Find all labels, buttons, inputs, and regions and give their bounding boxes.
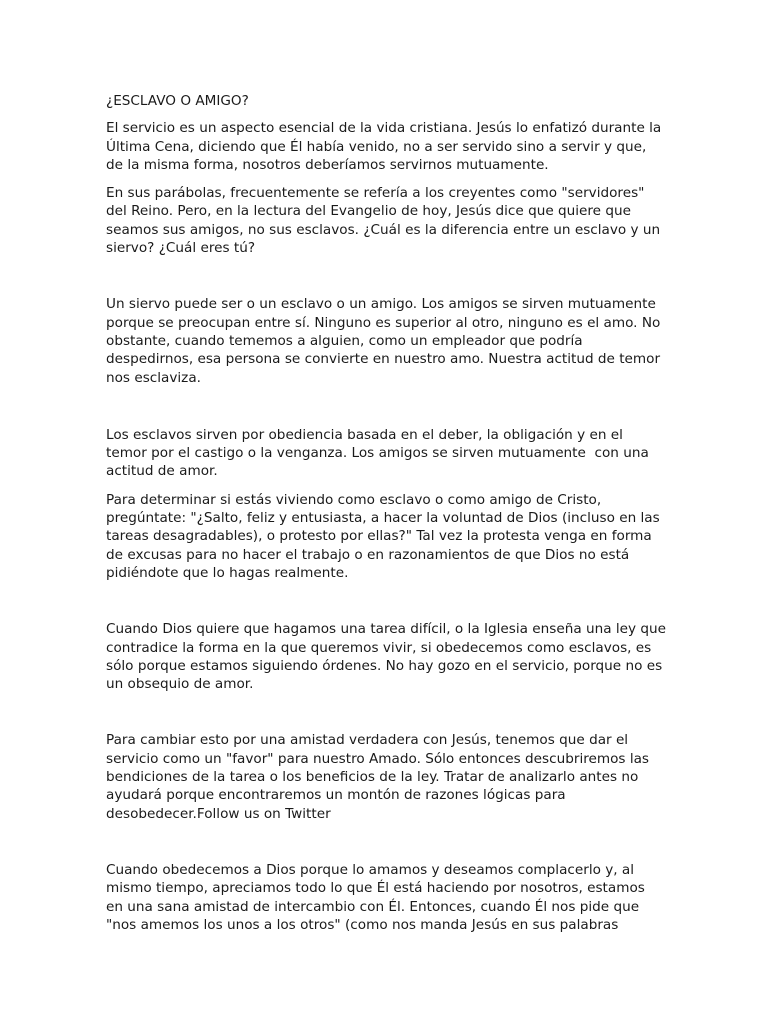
paragraph-8: Cuando obedecemos a Dios porque lo amamos y deseamos complacerlo y, al mismo tiempo, apreciamos todo lo que Él está haciendo por nosotros, estamos en una sana amistad de intercambio con Él. Entonces, cuando Él nos pide que "nos amemos los unos a los otros" (como nos manda Jesús en sus palabras	[106, 861, 650, 933]
paragraph-4: Los esclavos sirven por obediencia basada en el deber, la obligación y en el temor por el castigo o la venganza. Los amigos se sirven mutuamente con una actitud de amor.	[106, 426, 654, 480]
document-title: ¿ESCLAVO O AMIGO?	[106, 93, 249, 109]
paragraph-2: En sus parábolas, frecuentemente se refería a los creyentes como "servidores" del Reino. Pero, en la lectura del Evangelio de hoy, Jesús dice que quiere que seamos sus amigos, no sus esclavos. ¿Cuál es la diferencia entre un esclavo y un siervo? ¿Cuál eres tú?	[106, 185, 665, 257]
paragraph-6: Cuando Dios quiere que hagamos una tarea difícil, o la Iglesia enseña una ley que contradice la forma en la que queremos vivir, si obedecemos como esclavos, es sólo porque estamos siguiendo órdenes. No hay gozo en el servicio, porque no es un obsequio de amor.	[106, 621, 671, 693]
paragraph-7: Para cambiar esto por una amistad verdadera con Jesús, tenemos que dar el servicio como un "favor" para nuestro Amado. Sólo entonces descubriremos las bendiciones de la tarea o los beneficios de la ley. Tratar de analizarlo antes no ayudará porque encontraremos un montón de razones lógicas para desobedecer.Follow us on Twitter	[106, 732, 654, 822]
paragraph-5: Para determinar si estás viviendo como esclavo o como amigo de Cristo, pregúntate: "¿Salto, feliz y entusiasta, a hacer la voluntad de Dios (incluso en las tareas desagradables), o protesto por ellas?" Tal vez la protesta venga en forma de excusas para no hacer el trabajo o en razonamientos de que Dios no está pidiéndote que lo hagas realmente.	[106, 491, 665, 581]
paragraph-3: Un siervo puede ser o un esclavo o un amigo. Los amigos se sirven mutuamente porque se preocupan entre sí. Ninguno es superior al otro, ninguno es el amo. No obstante, cuando tememos a alguien, como un empleador que podría despedirnos, esa persona se convierte en nuestro amo. Nuestra actitud de temor nos esclaviza.	[106, 296, 665, 386]
paragraph-1: El servicio es un aspecto esencial de la vida cristiana. Jesús lo enfatizó durante la Última Cena, diciendo que Él había venido, no a ser servido sino a servir y que, de la misma forma, nosotros deberíamos servirnos mutuamente.	[106, 120, 666, 173]
document-body	[106, 92, 671, 934]
